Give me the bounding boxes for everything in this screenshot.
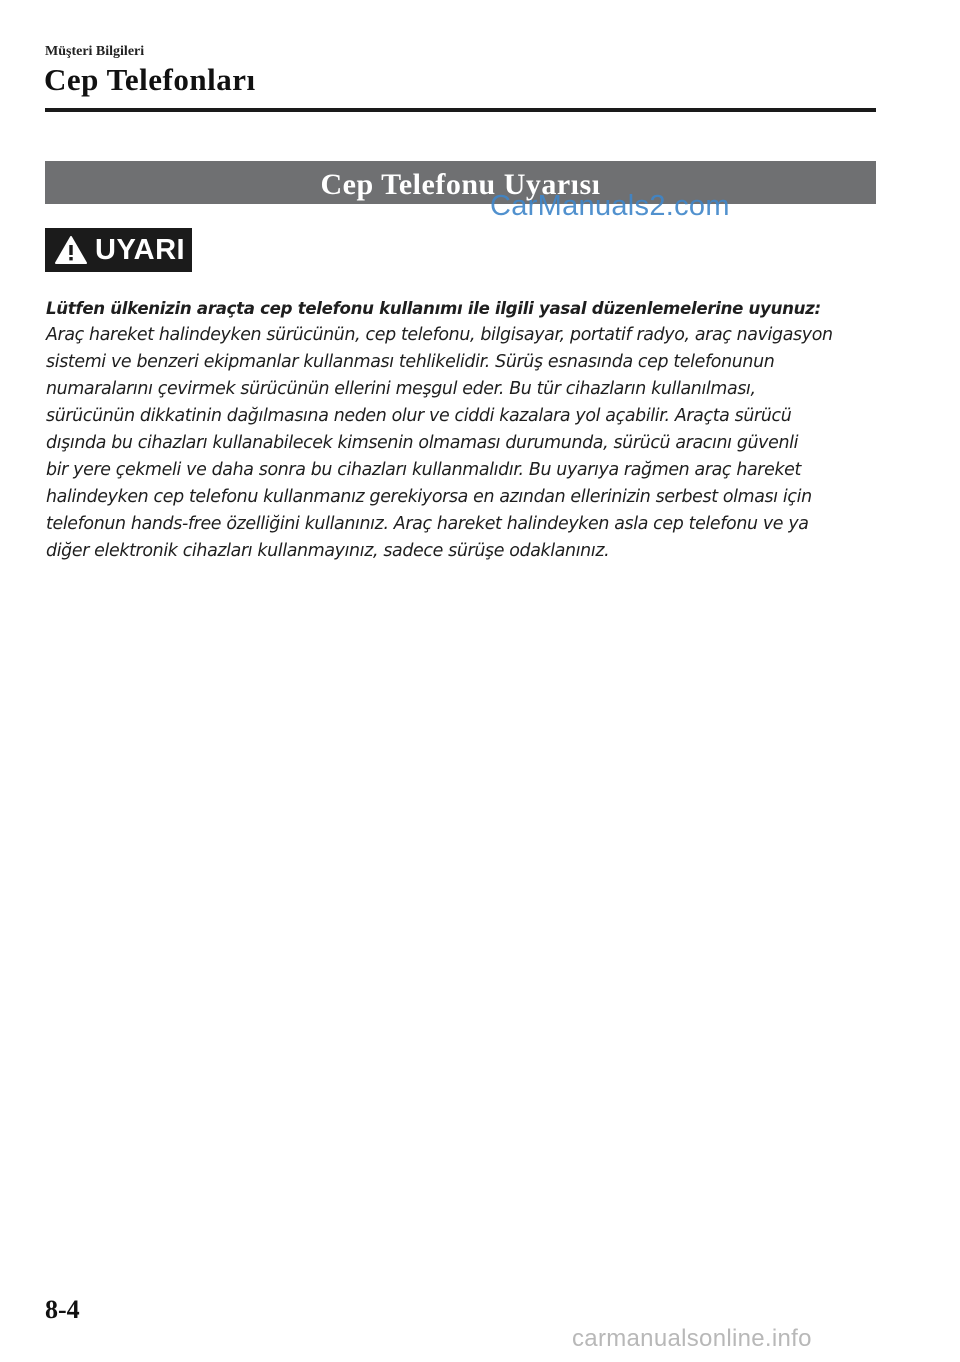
- warning-body-line: halindeyken cep telefonu kullanmanız gerekiyorsa en azından ellerinizin serbest olması için: [46, 487, 812, 507]
- warning-body-line: dışında bu cihazları kullanabilecek kimsenin olmaması durumunda, sürücü aracını güvenli: [46, 433, 799, 453]
- section-header-bar: [45, 161, 876, 204]
- warning-body-line: bir yere çekmeli ve daha sonra bu cihazları kullanmalıdır. Bu uyarıya rağmen araç hareket: [46, 460, 801, 480]
- title-divider: [45, 108, 876, 112]
- warning-text-block: [46, 295, 886, 565]
- page-number: 8-4: [45, 1295, 80, 1324]
- warning-body-line: sürücünün dikkatinin dağılmasına neden olur ve ciddi kazalara yol açabilir. Araçta sürücü: [46, 406, 792, 426]
- watermark-top: CarManuals2.com: [490, 190, 730, 222]
- warning-body-line: telefonun hands-free özelliğini kullanınız. Araç hareket halindeyken asla cep telefonu ve ya: [46, 514, 809, 534]
- warning-badge: [45, 228, 192, 272]
- warning-body-line: Araç hareket halindeyken sürücünün, cep telefonu, bilgisayar, portatif radyo, araç navigasyon: [46, 325, 833, 345]
- watermark-bottom: carmanualsonline.info: [572, 1325, 812, 1352]
- warning-body-line: diğer elektronik cihazları kullanmayınız, sadece sürüşe odaklanınız.: [46, 541, 610, 561]
- page-title: Cep Telefonları: [44, 62, 256, 97]
- section-title: Cep Telefonu Uyarısı: [320, 167, 601, 201]
- warning-lead: Lütfen ülkenizin araçta cep telefonu kullanımı ile ilgili yasal düzenlemelerine uyunuz:: [46, 299, 821, 318]
- warning-body-line: sistemi ve benzeri ekipmanlar kullanması tehlikelidir. Sürüş esnasında cep telefonunun: [46, 352, 775, 372]
- warning-triangle-icon: [53, 234, 89, 266]
- warning-body-line: numaralarını çevirmek sürücünün ellerini meşgul eder. Bu tür cihazların kullanılması,: [46, 379, 756, 399]
- warning-label: UYARI: [95, 233, 186, 266]
- breadcrumb: Müşteri Bilgileri: [45, 44, 145, 59]
